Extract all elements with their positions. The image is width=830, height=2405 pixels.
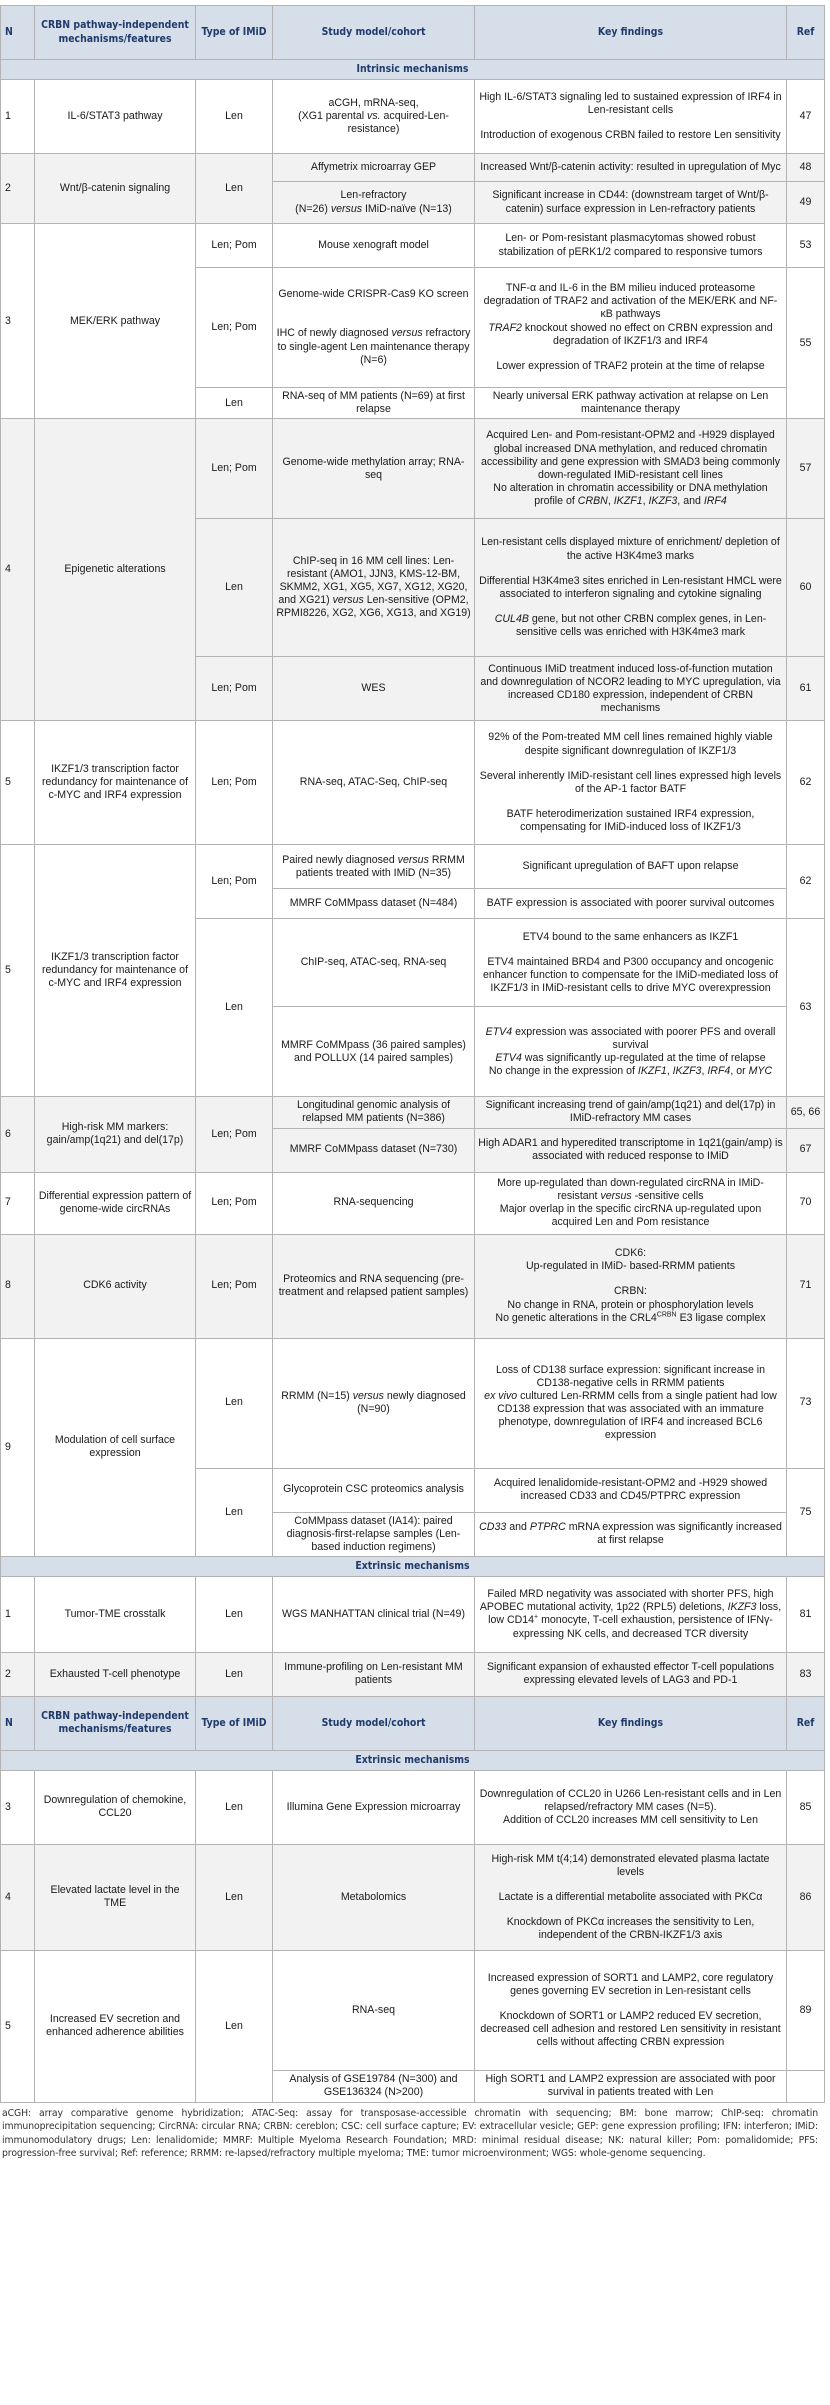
mechanism-cell: IKZF1/3 transcription factor redundancy for maintenance of c-MYC and IRF4 expression [35, 721, 196, 845]
findings-cell [475, 1234, 787, 1338]
ref-cell: 53 [787, 224, 825, 268]
ref-cell: 55 [787, 268, 825, 419]
mechanism-cell: Tumor-TME crosstalk [35, 1576, 196, 1652]
table-row [1, 1844, 825, 1950]
finding-text: ETV4 bound to the same enhancers as IKZF1 [522, 930, 739, 943]
study-cell: WGS MANHATTAN clinical trial (N=49) [273, 1576, 475, 1652]
findings-cell [475, 919, 787, 1007]
imid-cell: Len [196, 1770, 273, 1844]
finding-text [478, 1177, 783, 1203]
findings-cell [475, 80, 787, 154]
finding-text: CDK6: [614, 1247, 647, 1260]
finding-text: Addition of CCL20 increases MM cell sensitivity to Len [503, 1813, 758, 1826]
findings-cell: Acquired lenalidomide-resistant-OPM2 and -H929 showed increased CD33 and CD45/PTPRC expression [475, 1468, 787, 1512]
findings-cell: High ADAR1 and hyperedited transcriptome in 1q21(gain/amp) is associated with reduced response to IMiD [475, 1128, 787, 1172]
study-cell: Immune-profiling on Len-resistant MM patients [273, 1652, 475, 1696]
study-cell: aCGH, mRNA-seq, (XG1 parental vs. acquired-Len-resistance) [273, 80, 475, 154]
study-cell: Affymetrix microarray GEP [273, 154, 475, 182]
findings-cell: Continuous IMiD treatment induced loss-of-function mutation and downregulation of NCOR2 leading to MYC upregulation, via increased CD180 expression, independent of CRBN mechanisms [475, 657, 787, 721]
finding-text: Acquired Len- and Pom-resistant-OPM2 and -H929 displayed global increased DNA methylation, and reduced chromatin accessibility and gene expression with SMAD3 being commonly down-regulated IMiD-resistant cell lines [480, 429, 781, 481]
finding-text: Loss of CD138 surface expression: significant increase in CD138-negative cells in RRMM patients [495, 1363, 766, 1389]
finding-text: More up-regulated than down-regulated circRNA in IMiD-resistant [497, 1176, 764, 1202]
imid-cell: Len; Pom [196, 845, 273, 919]
row-number: 5 [1, 1950, 35, 2102]
finding-text [478, 1026, 783, 1052]
imid-cell: Len; Pom [196, 419, 273, 519]
table-header-row [1, 6, 825, 60]
finding-text: gene, but not other CRBN complex genes, in Len-sensitive cells was enriched with H3K4me3 mark [515, 612, 767, 638]
study-cell: RNA-sequencing [273, 1172, 475, 1234]
study-cell: MMRF CoMMpass (36 paired samples) and POLLUX (14 paired samples) [273, 1007, 475, 1097]
findings-cell: High SORT1 and LAMP2 expression are associated with poor survival in patients treated with Len [475, 2070, 787, 2102]
mechanism-cell: MEK/ERK pathway [35, 224, 196, 419]
findings-cell [475, 1950, 787, 2070]
finding-text [478, 1052, 783, 1065]
ref-cell: 83 [787, 1652, 825, 1696]
findings-cell: Significant upregulation of BAFT upon relapse [475, 845, 787, 889]
mechanism-cell: Modulation of cell surface expression [35, 1338, 196, 1556]
study-text: versus [391, 327, 423, 340]
study-cell: Genome-wide methylation array; RNA-seq [273, 419, 475, 519]
study-cell: Glycoprotein CSC proteomics analysis [273, 1468, 475, 1512]
gene-name: ETV4 [495, 1051, 522, 1064]
finding-text: High-risk MM t(4;14) demonstrated elevated plasma lactate levels [491, 1852, 770, 1878]
findings-cell [475, 1172, 787, 1234]
findings-cell: Significant increasing trend of gain/amp(1q21) and del(17p) in IMiD-refractory MM cases [475, 1097, 787, 1128]
table-footnote: aCGH: array comparative genome hybridization; ATAC-Seq: assay for transposase-accessible chromatin with sequencing; BM: bone marrow; ChIP-seq: chromatin immunoprecipitation sequencing; CircRNA: circular RNA; CRBN: cereblon; CSC: cell surface capture; EV: extracellular vesicle; GEP: gene expression profiling; IFN: interferon; IMiD: immunomodulatory drugs; Len: lenalidomide; MMRF: Multiple Myeloma Research Foundation; MRD: minimal residual disease; NK: natural killer; Pom: pomalidomide; PFS: progression-free survival; Ref: reference; RRMM: re-lapsed/refractory multiple myeloma; TME: tumor microenvironment; WGS: whole-genome sequencing. [2, 2107, 818, 2160]
finding-text: 92% of the Pom-treated MM cell lines remained highly viable despite significant downregulation of IKZF1/3 [488, 731, 773, 757]
section-title-extrinsic: Extrinsic mechanisms [1, 1556, 825, 1576]
study-text: versus [352, 1389, 384, 1402]
finding-text: Introduction of exogenous CRBN failed to restore Len sensitivity [480, 129, 781, 142]
study-text [276, 327, 471, 366]
finding-text: expression was associated with poorer PFS and overall survival [515, 1025, 776, 1051]
finding-text: Several inherently IMiD-resistant cell lines expressed high levels of the AP-1 factor BATF [479, 769, 782, 795]
finding-text: -sensitive cells [634, 1189, 704, 1202]
ref-cell: 73 [787, 1338, 825, 1468]
imid-cell: Len [196, 1844, 273, 1950]
row-number: 9 [1, 1338, 35, 1556]
imid-cell: Len; Pom [196, 1234, 273, 1338]
mechanism-cell: IL-6/STAT3 pathway [35, 80, 196, 154]
gene-name: IKZF3 [648, 495, 678, 507]
study-text: newly diagnosed (N=90) [357, 1389, 466, 1415]
finding-text: Knockdown of PKCα increases the sensitivity to Len, independent of the CRBN-IKZF1/3 axis [506, 1915, 755, 1942]
findings-cell: Significant increase in CD44: (downstream target of Wnt/β-catenin) surface expression in Len-refractory patients [475, 182, 787, 224]
row-number: 1 [1, 80, 35, 154]
section-title-extrinsic: Extrinsic mechanisms [1, 1750, 825, 1770]
gene-name: ETV4 [485, 1025, 513, 1038]
mechanism-cell: Elevated lactate level in the TME [35, 1844, 196, 1950]
finding-text: mRNA expression was significantly increased at first relapse [568, 1521, 782, 1547]
ref-cell: 71 [787, 1234, 825, 1338]
finding-text [478, 1312, 783, 1325]
table-header-row-repeat [1, 1696, 825, 1750]
finding-text: No change in the expression of IKZF1, IKZF3, IRF4, or MYC [488, 1064, 773, 1077]
study-cell: CoMMpass dataset (IA14): paired diagnosis-first-relapse samples (Len-based induction regimens) [273, 1512, 475, 1556]
table-row [1, 224, 825, 268]
finding-text: ex vivo [484, 1389, 518, 1402]
gene-name: IRF4 [703, 495, 727, 507]
header-n: N [1, 1696, 35, 1750]
finding-text: Len-resistant cells displayed mixture of enrichment/ depletion of the active H3K4me3 marks [481, 536, 780, 562]
mechanism-cell: Increased EV secretion and enhanced adherence abilities [35, 1950, 196, 2102]
gene-name: CD33 [479, 1521, 507, 1534]
imid-cell: Len; Pom [196, 224, 273, 268]
table-row [1, 1234, 825, 1338]
gene-name: CRBN [577, 495, 608, 507]
row-number: 4 [1, 1844, 35, 1950]
study-cell: WES [273, 657, 475, 721]
header-study: Study model/cohort [273, 1696, 475, 1750]
findings-cell: BATF expression is associated with poorer survival outcomes [475, 889, 787, 919]
imid-cell: Len [196, 1652, 273, 1696]
finding-text: versus [600, 1189, 632, 1202]
finding-text: Up-regulated in IMiD- based-RRMM patients [525, 1260, 735, 1273]
superscript: CRBN [656, 1311, 677, 1319]
ref-cell: 81 [787, 1576, 825, 1652]
ref-cell: 47 [787, 80, 825, 154]
imid-cell: Len [196, 1468, 273, 1556]
finding-text: High IL-6/STAT3 signaling led to sustained expression of IRF4 in Len-resistant cells [479, 90, 782, 116]
ref-cell: 62 [787, 721, 825, 845]
table-row [1, 1172, 825, 1234]
findings-cell [475, 1338, 787, 1468]
ref-cell: 70 [787, 1172, 825, 1234]
study-text: ChIP-seq in 16 MM cell lines: Len-resistant (AMO1, JJN3, KMS-12-BM, SKMM2, XG1, XG5, XG7, XG12, XG20, and XG21) [278, 554, 468, 607]
imid-cell: Len; Pom [196, 1172, 273, 1234]
imid-cell: Len; Pom [196, 1097, 273, 1172]
imid-cell: Len; Pom [196, 657, 273, 721]
section-row-extrinsic [1, 1556, 825, 1576]
gene-name: CUL4B [494, 612, 529, 625]
row-number: 6 [1, 1097, 35, 1172]
superscript: + [534, 1613, 539, 1621]
findings-cell [475, 519, 787, 657]
section-row-extrinsic-repeat [1, 1750, 825, 1770]
findings-cell: Increased Wnt/β-catenin activity: resulted in upregulation of Myc [475, 154, 787, 182]
gene-name: IKZF1 [613, 495, 643, 507]
study-cell [273, 519, 475, 657]
finding-text: loss, low CD14 [488, 1601, 782, 1627]
study-text: IMiD-naïve (N=13) [364, 202, 452, 215]
study-text: versus [332, 594, 364, 607]
imid-cell: Len; Pom [196, 268, 273, 388]
finding-text: monocyte, T-cell exhaustion, persistence of IFNγ-expressing NK cells, and decreased TCR diversity [512, 1614, 773, 1640]
finding-text: and [509, 1521, 527, 1534]
finding-text: or [736, 1064, 746, 1077]
finding-text: BATF heterodimerization sustained IRF4 expression, compensating for IMiD-induced loss of IKZF1/3 [506, 807, 755, 833]
mechanism-cell: CDK6 activity [35, 1234, 196, 1338]
study-cell: Proteomics and RNA sequencing (pre-treatment and relapsed patient samples) [273, 1234, 475, 1338]
study-cell: Metabolomics [273, 1844, 475, 1950]
findings-cell [475, 268, 787, 388]
study-text: RRMM patients treated with IMiD (N=35) [295, 853, 465, 879]
row-number: 3 [1, 224, 35, 419]
study-text: versus [330, 202, 363, 215]
study-text: Len-refractory [340, 189, 407, 202]
gene-name: IRF4 [707, 1064, 731, 1077]
header-imid: Type of IMiD [196, 1696, 273, 1750]
row-number: 5 [1, 721, 35, 845]
table-row [1, 154, 825, 182]
section-row-intrinsic [1, 60, 825, 80]
ref-cell: 89 [787, 1950, 825, 2070]
ref-cell: 49 [787, 182, 825, 224]
study-cell: RNA-seq [273, 1950, 475, 2070]
imid-cell: Len [196, 80, 273, 154]
findings-cell [475, 1576, 787, 1652]
finding-text: Failed MRD negativity was associated with shorter PFS, high APOBEC mutational activity, 1p22 (RPL5) deletions, [479, 1588, 774, 1614]
findings-cell [475, 1844, 787, 1950]
header-ref: Ref [787, 6, 825, 60]
table-row [1, 1770, 825, 1844]
row-number: 1 [1, 1576, 35, 1652]
findings-cell [475, 721, 787, 845]
findings-cell: Nearly universal ERK pathway activation at relapse on Len maintenance therapy [475, 388, 787, 419]
findings-cell [475, 419, 787, 519]
ref-cell: 62 [787, 845, 825, 919]
study-cell: Longitudinal genomic analysis of relapsed MM patients (N=386) [273, 1097, 475, 1128]
study-text: Genome-wide CRISPR-Cas9 KO screen [278, 288, 469, 301]
table-row [1, 419, 825, 519]
finding-text [478, 613, 783, 639]
mechanism-cell: Downregulation of chemokine, CCL20 [35, 1770, 196, 1844]
finding-text: Lower expression of TRAF2 protein at the time of relapse [496, 359, 765, 372]
ref-cell: 61 [787, 657, 825, 721]
finding-text [478, 1390, 783, 1443]
finding-text: No genetic alterations in the CRL4 [495, 1311, 657, 1324]
study-cell [273, 182, 475, 224]
gene-name: MYC [748, 1064, 773, 1077]
table-row [1, 1576, 825, 1652]
gene-name: IKZF3 [672, 1064, 702, 1077]
finding-text [478, 322, 783, 348]
ref-cell: 57 [787, 419, 825, 519]
imid-cell: Len [196, 1338, 273, 1468]
table-row [1, 80, 825, 154]
ref-cell: 65, 66 [787, 1097, 825, 1128]
header-n: N [1, 6, 35, 60]
table-row [1, 1950, 825, 2070]
imid-cell: Len; Pom [196, 721, 273, 845]
ref-cell: 67 [787, 1128, 825, 1172]
ref-cell: 48 [787, 154, 825, 182]
finding-text: Differential H3K4me3 sites enriched in Len-resistant HMCL were associated to interferon signaling and cytokine signaling [479, 574, 782, 600]
imid-cell: Len [196, 1950, 273, 2102]
mechanisms-table [0, 5, 825, 2103]
study-cell: Illumina Gene Expression microarray [273, 1770, 475, 1844]
mechanism-cell: Epigenetic alterations [35, 419, 196, 721]
study-text: RRMM (N=15) [281, 1389, 350, 1402]
finding-text: No change in the expression of [488, 1064, 635, 1077]
finding-text: No alteration in chromatin accessibility or DNA methylation profile of [493, 481, 768, 507]
finding-text: No change in RNA, protein or phosphorylation levels [507, 1298, 754, 1311]
imid-cell: Len [196, 919, 273, 1097]
gene-name: TRAF2 [488, 321, 522, 334]
finding-text: Knockdown of SORT1 or LAMP2 reduced EV secretion, decreased cell adhesion and restored Len sensitivity in resistant cells without affecting CRBN expression [480, 2009, 781, 2049]
mechanism-cell: High-risk MM markers: gain/amp(1q21) and del(17p) [35, 1097, 196, 1172]
study-cell [273, 845, 475, 889]
finding-text: Downregulation of CCL20 in U266 Len-resistant cells and in Len relapsed/refractory MM cases (N=5). [479, 1787, 782, 1813]
study-text: versus [397, 853, 429, 866]
finding-text: knockout showed no effect on CRBN expression and degradation of IKZF1/3 and IRF4 [524, 321, 773, 347]
study-cell: Analysis of GSE19784 (N=300) and GSE136324 (N>200) [273, 2070, 475, 2102]
row-number: 4 [1, 419, 35, 721]
study-text: Len-sensitive (OPM2, RPMI8226, XG2, XG6, XG13, and XG19) [276, 594, 471, 620]
table-row [1, 1097, 825, 1128]
header-mechanism: CRBN pathway-independent mechanisms/features [35, 1696, 196, 1750]
study-text: IHC of newly diagnosed [276, 327, 389, 340]
findings-cell [475, 1770, 787, 1844]
mechanism-cell: Exhausted T-cell phenotype [35, 1652, 196, 1696]
finding-text: cultured Len-RRMM cells from a single patient had low CD138 expression that was associated with an immature phenotype, downregulation of IRF4 and increased BCL6 expression [497, 1389, 777, 1442]
study-cell: RNA-seq of MM patients (N=69) at first relapse [273, 388, 475, 419]
study-cell: MMRF CoMMpass dataset (N=484) [273, 889, 475, 919]
finding-text: ETV4 maintained BRD4 and P300 occupancy and oncogenic enhancer function to compensate for the IMiD-mediated loss of IKZF1/3 in IMiD-resistant cells to drive MYC overexpression [482, 955, 779, 994]
study-text: (N=26) [295, 202, 328, 215]
header-mechanism: CRBN pathway-independent mechanisms/features [35, 6, 196, 60]
row-number: 2 [1, 1652, 35, 1696]
study-text: refractory to single-agent Len maintenance therapy (N=6) [277, 327, 471, 366]
ref-cell: 63 [787, 919, 825, 1097]
table-row [1, 1338, 825, 1468]
mechanism-cell: Differential expression pattern of genome-wide circRNAs [35, 1172, 196, 1234]
header-ref: Ref [787, 1696, 825, 1750]
table-row [1, 845, 825, 889]
gene-name: IKZF1 [637, 1064, 667, 1077]
ref-cell-empty [787, 2070, 825, 2102]
finding-text: was significantly up-regulated at the time of relapse [524, 1051, 766, 1064]
header-imid: Type of IMiD [196, 6, 273, 60]
imid-cell: Len [196, 388, 273, 419]
row-number: 8 [1, 1234, 35, 1338]
findings-cell [475, 1007, 787, 1097]
study-cell: MMRF CoMMpass dataset (N=730) [273, 1128, 475, 1172]
table-row [1, 1652, 825, 1696]
imid-cell: Len [196, 519, 273, 657]
ref-cell: 60 [787, 519, 825, 657]
gene-name: PTPRC [529, 1521, 566, 1534]
header-findings: Key findings [475, 6, 787, 60]
finding-text: Lactate is a differential metabolite associated with PKCα [498, 1890, 763, 1903]
ref-cell: 85 [787, 1770, 825, 1844]
findings-cell: Len- or Pom-resistant plasmacytomas showed robust stabilization of pERK1/2 compared to responsive tumors [475, 224, 787, 268]
row-number: 7 [1, 1172, 35, 1234]
study-cell: RNA-seq, ATAC-Seq, ChIP-seq [273, 721, 475, 845]
imid-cell: Len [196, 1576, 273, 1652]
findings-cell [475, 1512, 787, 1556]
findings-cell: Significant expansion of exhausted effector T-cell populations expressing elevated levels of LAG3 and PD-1 [475, 1652, 787, 1696]
row-number: 2 [1, 154, 35, 224]
header-findings: Key findings [475, 1696, 787, 1750]
imid-cell: Len [196, 154, 273, 224]
finding-text: No alteration in chromatin accessibility or DNA methylation profile of CRBN, IKZF1, IKZF3, and IRF4 [493, 481, 768, 507]
mechanism-cell: IKZF1/3 transcription factor redundancy for maintenance of c-MYC and IRF4 expression [35, 845, 196, 1097]
study-cell: ChIP-seq, ATAC-seq, RNA-seq [273, 919, 475, 1007]
finding-text: TNF-α and IL-6 in the BM milieu induced proteasome degradation of TRAF2 and activation of the MEK/ERK and NF-κB pathways [483, 282, 778, 321]
gene-name: IKZF3 [727, 1601, 757, 1614]
study-text: Paired newly diagnosed [282, 853, 395, 866]
ref-cell: 75 [787, 1468, 825, 1556]
mechanism-cell: Wnt/β-catenin signaling [35, 154, 196, 224]
section-title-intrinsic: Intrinsic mechanisms [1, 60, 825, 80]
ref-cell: 86 [787, 1844, 825, 1950]
row-number: 3 [1, 1770, 35, 1844]
table-row [1, 721, 825, 845]
finding-text: and [683, 495, 701, 507]
header-study: Study model/cohort [273, 6, 475, 60]
study-cell [273, 268, 475, 388]
finding-text: CRBN: [614, 1285, 647, 1298]
study-cell [273, 1338, 475, 1468]
row-number: 5 [1, 845, 35, 1097]
finding-text: Increased expression of SORT1 and LAMP2, core regulatory genes governing EV secretion in Len-resistant cells [487, 1971, 774, 1997]
finding-text: Major overlap in the specific circRNA up-regulated upon acquired Len and Pom resistance [499, 1203, 762, 1229]
study-cell: Mouse xenograft model [273, 224, 475, 268]
finding-text: E3 ligase complex [679, 1311, 766, 1324]
